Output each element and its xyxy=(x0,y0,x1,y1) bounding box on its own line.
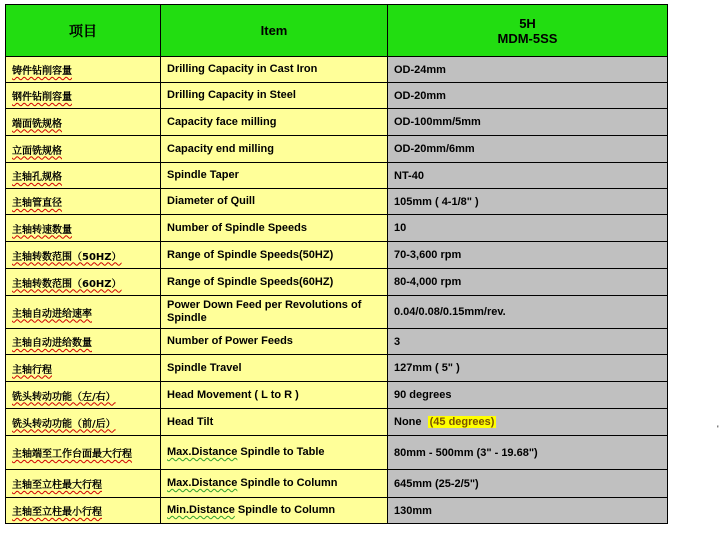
spec-label-cn-text: 铸件钻削容量 xyxy=(12,66,72,77)
spec-label-cn-text: 主轴孔规格 xyxy=(12,172,62,183)
spec-label-cn-text: 主轴转数范围（60HZ） xyxy=(12,278,122,290)
spec-row xyxy=(6,329,668,355)
spec-value-text: 127mm ( 5" ) xyxy=(394,362,460,374)
spec-value-text: None xyxy=(394,416,422,428)
spec-value xyxy=(388,382,668,409)
spec-label-en xyxy=(161,269,388,296)
spec-row xyxy=(6,189,668,215)
spec-label-en xyxy=(161,296,388,329)
spec-label-cn-text: 主轴至立柱最大行程 xyxy=(12,480,102,491)
spec-label-cn xyxy=(6,57,161,83)
spec-label-en-text: Spindle to Column xyxy=(237,477,338,489)
spec-label-cn-text: 铣头转动功能（左/右） xyxy=(12,391,116,403)
spec-row xyxy=(6,109,668,136)
spec-row xyxy=(6,83,668,109)
spec-row xyxy=(6,436,668,470)
spec-row xyxy=(6,215,668,242)
spec-label-en-text: Number of Power Feeds xyxy=(167,335,293,347)
spec-label-en xyxy=(161,57,388,83)
spec-label-en xyxy=(161,215,388,242)
spec-value-text: 3 xyxy=(394,335,401,348)
spec-row xyxy=(6,296,668,329)
side-mark: ' xyxy=(717,424,719,434)
spec-value xyxy=(388,470,668,498)
spec-label-en xyxy=(161,109,388,136)
spec-value-text: OD-20mm/6mm xyxy=(394,143,475,155)
spec-row xyxy=(6,163,668,189)
spec-label-en xyxy=(161,136,388,163)
spec-label-cn-text: 主轴自动进给速率 xyxy=(12,308,92,320)
spec-label-en-prefix: Max.Distance xyxy=(167,477,238,489)
spec-label-en-text: Power Down Feed per Revolutions of Spindle xyxy=(167,299,362,324)
spec-label-en xyxy=(161,436,388,470)
spec-label-en-text: Spindle to Table xyxy=(237,446,325,458)
spec-value-text: 105mm ( 4-1/8" ) xyxy=(394,195,479,208)
spec-label-cn xyxy=(6,409,161,436)
spec-label-en-text: Head Tilt xyxy=(167,415,214,428)
spec-label-cn-text: 端面铣规格 xyxy=(12,118,62,130)
spec-value xyxy=(388,409,668,436)
spec-label-cn xyxy=(6,215,161,242)
spec-label-en-text: Range of Spindle Speeds(60HZ) xyxy=(167,275,334,288)
spec-label-cn xyxy=(6,470,161,498)
spec-label-en xyxy=(161,470,388,498)
spec-value-text: OD-100mm/5mm xyxy=(394,116,481,128)
spec-label-cn xyxy=(6,382,161,409)
spec-value xyxy=(388,189,668,215)
spec-label-en-text: Drilling Capacity in Steel xyxy=(167,89,296,101)
spec-label-cn-text: 主轴转数范围（50HZ） xyxy=(12,251,122,263)
spec-value xyxy=(388,57,668,83)
spec-label-cn-text: 铣头转动功能（前/后） xyxy=(12,418,116,430)
spec-label-cn xyxy=(6,329,161,355)
spec-table xyxy=(5,4,668,524)
spec-value-text: 645mm (25-2/5") xyxy=(394,477,479,490)
spec-label-cn-text: 主轴至立柱最小行程 xyxy=(12,507,102,518)
spec-row xyxy=(6,136,668,163)
spec-label-cn-text: 主轴转速数量 xyxy=(12,224,72,236)
spec-label-en xyxy=(161,409,388,436)
spec-label-cn xyxy=(6,109,161,136)
spec-label-en-text: Capacity end milling xyxy=(167,142,274,155)
spec-value-text: NT-40 xyxy=(394,169,424,182)
spec-label-cn xyxy=(6,498,161,524)
header-model xyxy=(388,5,668,57)
spec-body xyxy=(6,57,668,524)
spec-label-cn-text: 立面铣规格 xyxy=(12,145,62,157)
spec-label-en xyxy=(161,329,388,355)
spec-value-text: 80mm - 500mm (3" - 19.68") xyxy=(394,446,538,459)
spec-label-cn xyxy=(6,269,161,296)
spec-value xyxy=(388,83,668,109)
spec-row xyxy=(6,498,668,524)
spec-value-text: OD-20mm xyxy=(394,89,446,102)
header-model-line2: MDM-5SS xyxy=(497,30,558,46)
spec-row xyxy=(6,242,668,269)
spec-value-text: 130mm xyxy=(394,504,432,517)
spec-label-en-prefix: Min.Distance xyxy=(167,504,235,516)
spec-value-text: 70-3,600 rpm xyxy=(394,249,462,261)
spec-label-en xyxy=(161,498,388,524)
header-cn: 项目 xyxy=(6,5,161,57)
spec-label-cn xyxy=(6,436,161,470)
spec-value-highlight: (45 degrees) xyxy=(429,416,495,428)
header-model-line1: 5H xyxy=(519,15,536,31)
spec-label-en-text: Drilling Capacity in Cast Iron xyxy=(167,63,318,75)
spec-label-en-text: Spindle to Column xyxy=(234,504,336,516)
spec-label-en-text: Diameter of Quill xyxy=(167,195,256,207)
spec-value-text: 0.04/0.08/0.15mm/rev. xyxy=(394,306,506,318)
spec-value xyxy=(388,296,668,329)
spec-value xyxy=(388,215,668,242)
spec-value-text: 10 xyxy=(394,222,407,234)
spec-value xyxy=(388,109,668,136)
spec-value xyxy=(388,355,668,382)
spec-label-en-text: Head Movement ( L to R ) xyxy=(167,388,299,401)
spec-label-en-text: Spindle Travel xyxy=(167,361,242,374)
spec-label-cn-text: 主轴端至工作台面最大行程 xyxy=(12,449,132,460)
header-item: Item xyxy=(161,5,388,57)
spec-row xyxy=(6,470,668,498)
spec-label-cn xyxy=(6,296,161,329)
spec-label-cn-text: 主轴行程 xyxy=(12,364,52,376)
spec-value xyxy=(388,163,668,189)
spec-label-en-prefix: Max.Distance xyxy=(167,446,238,458)
spec-label-cn xyxy=(6,242,161,269)
spec-value-text: 80-4,000 rpm xyxy=(394,276,462,288)
spec-row xyxy=(6,382,668,409)
spec-label-cn xyxy=(6,163,161,189)
spec-value xyxy=(388,498,668,524)
spec-value xyxy=(388,436,668,470)
spec-row xyxy=(6,409,668,436)
header-row xyxy=(6,5,668,57)
spec-label-cn-text: 主轴管直径 xyxy=(12,198,62,209)
spec-label-cn xyxy=(6,83,161,109)
spec-label-en-text: Capacity face milling xyxy=(167,115,277,128)
spec-label-en xyxy=(161,189,388,215)
spec-row xyxy=(6,269,668,296)
spec-value xyxy=(388,242,668,269)
spec-row xyxy=(6,57,668,83)
spec-label-en xyxy=(161,163,388,189)
spec-value-text: OD-24mm xyxy=(394,63,446,76)
spec-label-en-text: Spindle Taper xyxy=(167,169,239,181)
spec-label-cn-text: 主轴自动进给数量 xyxy=(12,338,92,349)
spec-label-en xyxy=(161,83,388,109)
spec-value xyxy=(388,329,668,355)
spec-value xyxy=(388,269,668,296)
spec-label-en-text: Number of Spindle Speeds xyxy=(167,221,307,234)
spec-label-en xyxy=(161,355,388,382)
spec-label-cn-text: 钢件钻削容量 xyxy=(12,92,72,103)
spec-label-en xyxy=(161,382,388,409)
spec-label-cn xyxy=(6,189,161,215)
spec-label-cn xyxy=(6,136,161,163)
spec-label-en-text: Range of Spindle Speeds(50HZ) xyxy=(167,248,334,261)
spec-value-text: 90 degrees xyxy=(394,389,452,401)
spec-label-en xyxy=(161,242,388,269)
spec-label-cn xyxy=(6,355,161,382)
spec-row xyxy=(6,355,668,382)
spec-value xyxy=(388,136,668,163)
